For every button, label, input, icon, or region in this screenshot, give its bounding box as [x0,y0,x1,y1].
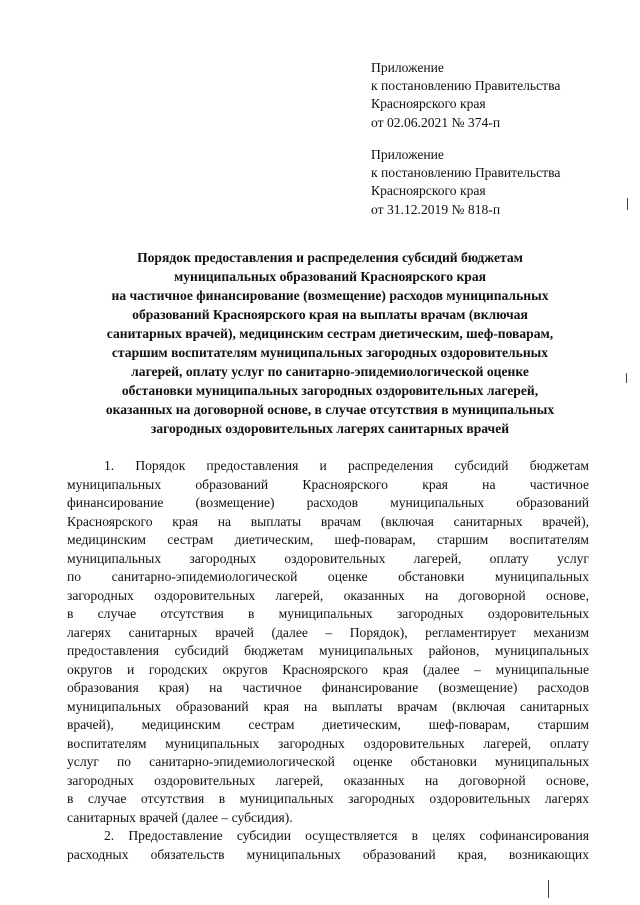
paragraph-1-line: в случае отсутствия в муниципальных загородных оздоровительных [67,606,589,621]
annex-line: от 31.12.2019 № 818-п [371,201,501,217]
paragraph-1-line: 1. Порядок предоставления и распределения субсидий бюджетам [104,458,589,473]
title-line: обстановки муниципальных загородных оздоровительных лагерей, [121,383,539,398]
document-title [60,248,600,438]
title-line: Порядок предоставления и распределения субсидий бюджетам [137,250,523,265]
title-line: санитарных врачей), медицинским сестрам диетическим, шеф-поварам, [106,326,554,341]
paragraph-1-line: муниципальных образований края на выплаты врачам (включая санитарных [67,698,589,714]
paragraph-1-line: финансирование (возмещение) расходов муниципальных образований [67,495,589,510]
title-line: загородных оздоровительных лагерях санитарных врачей [150,421,510,436]
paragraph-1-line: воспитателям муниципальных загородных оздоровительных лагерей, оплату [67,735,589,751]
annex-line: от 02.06.2021 № 374-п [371,114,501,130]
annex-line: Красноярского края [371,96,486,112]
paragraph-1-line: муниципальных образований Красноярского края на частичное [67,476,589,492]
paragraph-1-line: санитарных врачей (далее – субсидия). [67,809,293,825]
annex-note-original [371,146,560,219]
paragraph-1-line: в случае отсутствия в муниципальных загородных оздоровительных лагерях [67,791,589,806]
paragraph-1-line: врачей), медицинским сестрам диетическим, шеф-поварам, старшим [67,717,589,732]
annex-line: Приложение [371,147,444,162]
title-line: лагерей, оплату услуг по санитарно-эпидемиологической оценке [131,364,529,379]
paragraph-1-line: загородных оздоровительных лагерей, оказанных на договорной основе, [67,587,589,603]
title-line: оказанных на договорной основе, в случае отсутствия в муниципальных [105,402,555,417]
annex-line: Приложение [371,60,444,75]
paragraph-1-line: услуг по санитарно-эпидемиологической оценке обстановки муниципальных [67,754,589,769]
document-body [67,457,589,864]
title-line: старшим воспитателям муниципальных загородных оздоровительных [111,345,549,360]
title-line: муниципальных образований Красноярского края [173,269,486,284]
paragraph-1-line: муниципальных загородных оздоровительных лагерей, оплату услуг [67,550,589,566]
paragraph-1-line: загородных оздоровительных лагерей, оказанных на договорной основе, [67,772,589,788]
paragraph-1-line: образования края) на частичное финансирование (возмещение) расходов [67,680,589,695]
paragraph-1-line: медицинским сестрам диетическим, шеф-поварам, старшим воспитателям [67,532,589,547]
scan-artifact [548,880,549,898]
annex-note-current [371,59,560,132]
annex-line: к постановлению Правительства [371,165,561,181]
title-line: образований Красноярского края на выплаты врачам (включая [132,307,528,322]
annex-line: Красноярского края [371,183,486,199]
paragraph-1-line: Красноярского края на выплаты врачам (включая санитарных врачей), [67,513,589,529]
scan-artifact [626,373,627,383]
title-line: на частичное финансирование (возмещение) расходов муниципальных [111,288,549,303]
annex-line: к постановлению Правительства [371,78,561,94]
paragraph-2-line: 2. Предоставление субсидии осуществляется в целях софинансирования [104,828,589,843]
paragraph-1-line: по санитарно-эпидемиологической оценке обстановки муниципальных [67,569,589,584]
paragraph-1-line: предоставления субсидий бюджетам муниципальных районов, муниципальных [67,643,589,658]
scan-artifact [627,198,628,210]
paragraph-1-line: округов и городских округов Красноярского края (далее – муниципальные [67,661,589,677]
paragraph-1-line: лагерях санитарных врачей (далее – Порядок), регламентирует механизм [67,624,589,640]
paragraph-2-line: расходных обязательств муниципальных образований края, возникающих [67,846,589,862]
